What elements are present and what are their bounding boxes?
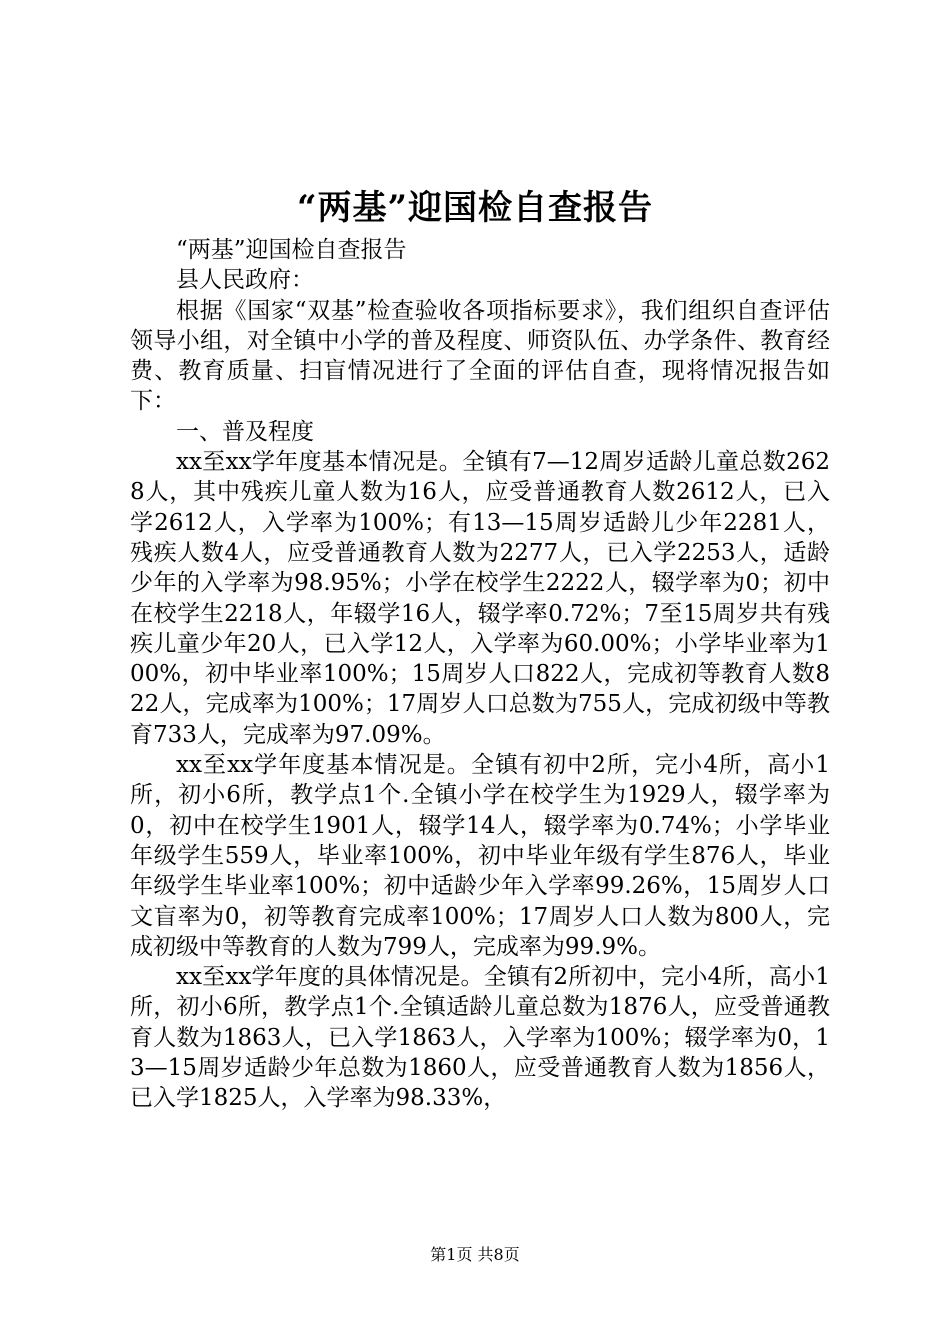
page-footer: 第1页 共8页 xyxy=(430,1245,520,1264)
intro-paragraph: 根据《国家“双基”检查验收各项指标要求》，我们组织自查评估领导小组，对全镇中小学的普及程度、师资队伍、办学条件、教育经费、教育质量、扫盲情况进行了全面的评估自查，现将情况报告如下： xyxy=(130,297,830,415)
body-paragraph: xx至xx学年度基本情况是。全镇有初中2所，完小4所，高小1所，初小6所，教学点1个.全镇小学在校学生为1929人，辍学率为0，初中在校学生1901人，辍学14人，辍学率为0.74%；小学毕业年级学生559人，毕业率100%，初中毕业年级有学生876人，毕业年级学生毕业率100%；初中适龄少年入学率99.26%，15周岁人口文盲率为0，初等教育完成率100%；17周岁人口人数为800人，完成初级中等教育的人数为799人，完成率为99.9%。 xyxy=(130,752,830,960)
salutation: 县人民政府： xyxy=(176,267,314,294)
body-paragraph: xx至xx学年度基本情况是。全镇有7—12周岁适龄儿童总数2628人，其中残疾儿童人数为16人，应受普通教育人数2612人，已入学2612人，入学率为100%；有13—15周岁适龄儿少年2281人，残疾人数4人，应受普通教育人数为2277人，已入学2253人，适龄少年的入学率为98.95%；小学在校学生2222人，辍学率为0；初中在校学生2218人，年辍学16人，辍学率0.72%；7至15周岁共有残疾儿童少年20人，已入学12人，入学率为60.00%；小学毕业率为100%，初中毕业率100%；15周岁人口822人，完成初等教育人数822人，完成率为100%；17周岁人口总数为755人，完成初级中等教育733人，完成率为97.09%。 xyxy=(130,449,830,748)
document-title: “两基”迎国检自查报告 xyxy=(296,188,654,228)
body-paragraph: xx至xx学年度的具体情况是。全镇有2所初中，完小4所，高小1所，初小6所，教学点1个.全镇适龄儿童总数为1876人，应受普通教育人数为1863人，已入学1863人，入学率为100%；辍学率为0，13—15周岁适龄少年总数为1860人，应受普通教育人数为1856人，已入学1825人，入学率为98.33%， xyxy=(130,964,830,1112)
body-subtitle: “两基”迎国检自查报告 xyxy=(176,237,407,263)
document-body xyxy=(130,235,830,1114)
section-heading: 一、普及程度 xyxy=(176,418,314,445)
